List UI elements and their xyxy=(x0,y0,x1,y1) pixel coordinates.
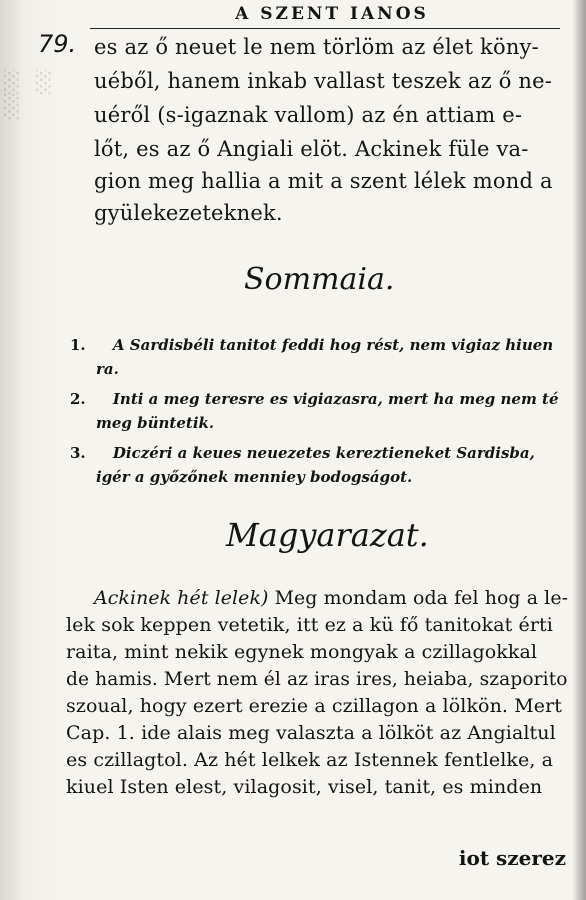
text-line: Cap. 1. ide alais meg valaszta a lölköt az Angialtul xyxy=(66,722,556,744)
item-number: 2. xyxy=(70,390,86,408)
bleed-through-shadow: ░ ░ ░ xyxy=(4,70,57,120)
running-title: A SZENT IANOS xyxy=(235,4,429,24)
text-line: lőt, es az ő Angiali elöt. Ackinek füle va- xyxy=(94,137,529,161)
summary-text: Inti a meg teresre es vigiazasra, mert ha meg nem té xyxy=(112,390,559,408)
text-line: uéből, hanem inkab vallast teszek az ő ne- xyxy=(94,69,553,93)
summary-item-1 xyxy=(70,334,553,356)
item-number: 1. xyxy=(70,336,86,354)
text-line: uéről (s-igaznak vallom) az én attiam e- xyxy=(94,103,523,127)
text-line: kiuel Isten elest, vilagosit, visel, tanit, es minden xyxy=(66,776,543,798)
summary-item-3 xyxy=(70,442,535,464)
text-line: szoual, hogy ezert erezie a czillagon a lölkön. Mert xyxy=(66,695,563,717)
commentary-first-line xyxy=(94,586,568,610)
summary-text: Diczéri a keues neuezetes kereztieneket Sardisba, xyxy=(112,444,535,462)
commentary-heading: Magyarazat. xyxy=(226,516,429,554)
item-number: 3. xyxy=(70,444,86,462)
summary-continuation: ra. xyxy=(96,360,119,378)
summary-text: A Sardisbéli tanitot feddi hog rést, nem vigiaz hiuen xyxy=(112,336,554,354)
commentary-lead: Ackinek hét lelek) xyxy=(94,587,269,609)
text-line: raita, mint nekik egynek mongyak a czillagokkal xyxy=(66,641,538,663)
text-line: es czillagtol. Az hét lelkek az Istennek fentlelke, a xyxy=(66,749,554,771)
summary-item-2 xyxy=(70,388,559,410)
commentary-text: Meg mondam oda fel hog a le- xyxy=(274,587,569,609)
text-line: lek sok keppen vetetik, itt ez a kü fő tanitokat érti xyxy=(66,614,553,636)
summary-continuation: meg büntetik. xyxy=(96,414,215,432)
text-line: de hamis. Mert nem él az iras ires, heiaba, szaporito xyxy=(66,668,568,690)
gutter-shadow xyxy=(572,0,586,900)
summary-heading: Sommaia. xyxy=(244,262,395,297)
text-line: es az ő neuet le nem törlöm az élet köny- xyxy=(94,35,539,59)
catchword: iot szerez xyxy=(458,846,566,870)
page-number: 79. xyxy=(38,30,77,58)
text-line: gion meg hallia a mit a szent lélek mond a xyxy=(94,169,553,193)
header-rule xyxy=(90,28,560,29)
summary-continuation: igér a győzőnek menniey bodogságot. xyxy=(96,468,413,486)
text-line: gyülekezeteknek. xyxy=(94,201,283,225)
